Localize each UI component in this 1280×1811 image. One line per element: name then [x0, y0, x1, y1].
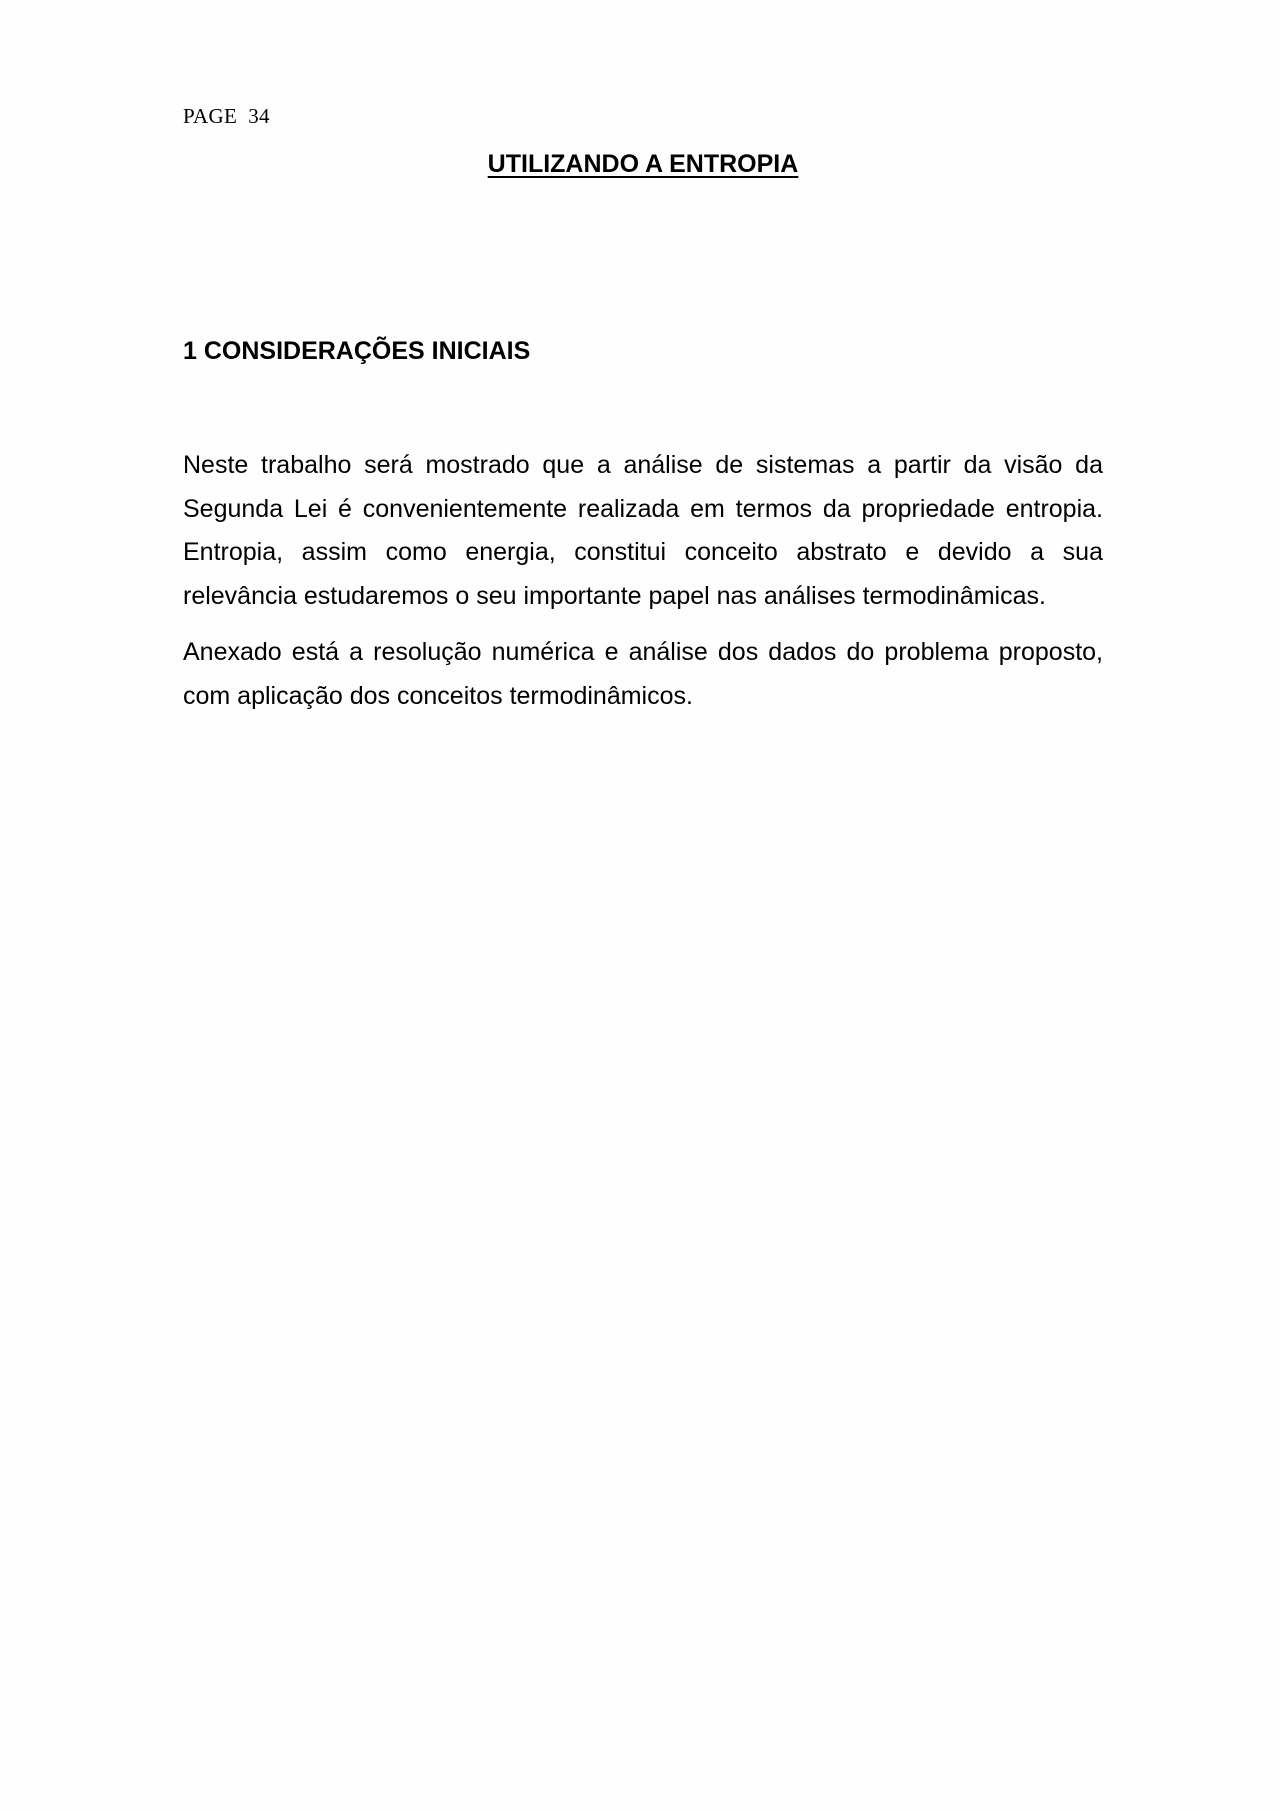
paragraph: Neste trabalho será mostrado que a análise de sistemas a partir da visão da Segunda Lei é convenientemente realizada em termos da propriedade entropia. Entropia, assim como energia, constitui conceito abstrato e devido a sua relevância estudaremos o seu importante papel nas análises termodinâmicas.	[183, 451, 1103, 610]
document-title: UTILIZANDO A ENTROPIA	[487, 150, 799, 178]
section-heading: 1 CONSIDERAÇÕES INICIAIS	[183, 337, 531, 365]
paragraph: Anexado está a resolução numérica e análise dos dados do problema proposto, com aplicação dos conceitos termodinâmicos.	[183, 638, 1103, 710]
body-text	[183, 444, 1103, 731]
page-number: PAGE 34	[183, 104, 270, 128]
